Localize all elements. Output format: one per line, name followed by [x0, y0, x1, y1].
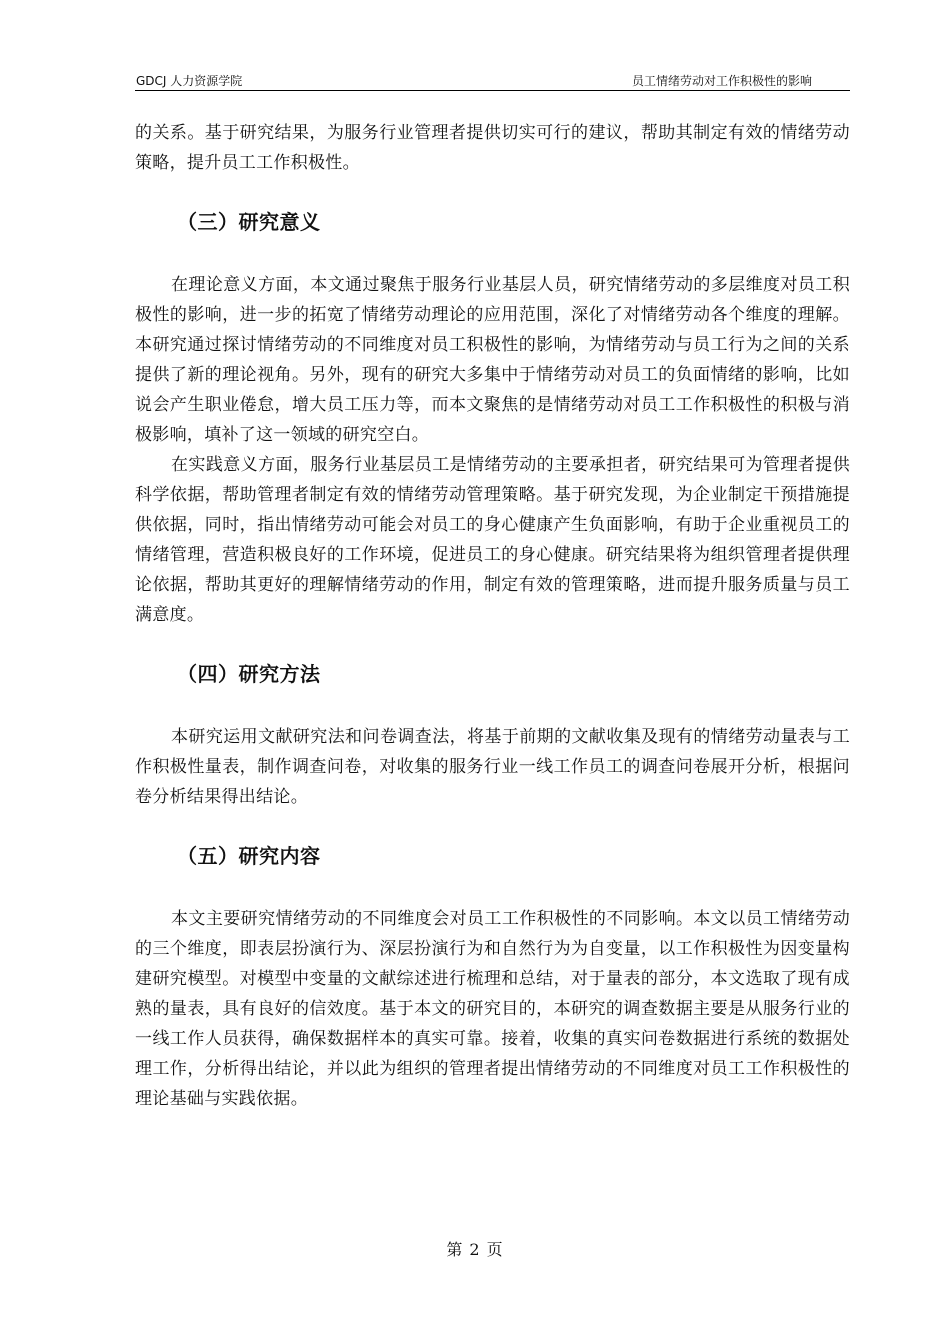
section-heading-research-content: （五）研究内容 [177, 844, 321, 868]
theory-significance-paragraph: 在理论意义方面，本文通过聚焦于服务行业基层人员，研究情绪劳动的多层维度对员工积极性的影响，进一步的拓宽了情绪劳动理论的应用范围，深化了对情绪劳动各个维度的理解。本研究通过探讨情绪劳动的不同维度对员工积极性的影响，为情绪劳动与员工行为之间的关系提供了新的理论视角。另外，现有的研究大多集中于情绪劳动对员工的负面情绪的影响，比如说会产生职业倦怠，增大员工压力等，而本文聚焦的是情绪劳动对员工工作积极性的积极与消极影响，填补了这一领域的研究空白。 [135, 275, 850, 445]
section-heading-research-methods: （四）研究方法 [177, 662, 321, 686]
page-header [135, 72, 850, 91]
section-heading-research-significance: （三）研究意义 [177, 210, 321, 234]
research-content-paragraph: 本文主要研究情绪劳动的不同维度会对员工工作积极性的不同影响。本文以员工情绪劳动的三个维度，即表层扮演行为、深层扮演行为和自然行为为自变量，以工作积极性为因变量构建研究模型。对模型中变量的文献综述进行梳理和总结，对于量表的部分，本文选取了现有成熟的量表，具有良好的信效度。基于本文的研究目的，本研究的调查数据主要是从服务行业的一线工作人员获得，确保数据样本的真实可靠。接着，收集的真实问卷数据进行系统的数据处理工作，分析得出结论，并以此为组织的管理者提出情绪劳动的不同维度对员工工作积极性的理论基础与实践依据。 [135, 909, 850, 1109]
header-document-title: 员工情绪劳动对工作积极性的影响 [631, 74, 812, 88]
header-institution: GDCJ 人力资源学院 [136, 74, 243, 88]
page-number: 第 2 页 [446, 1240, 504, 1259]
practice-significance-paragraph: 在实践意义方面，服务行业基层员工是情绪劳动的主要承担者，研究结果可为管理者提供科学依据，帮助管理者制定有效的情绪劳动管理策略。基于研究发现，为企业制定干预措施提供依据，同时，指出情绪劳动可能会对员工的身心健康产生负面影响，有助于企业重视员工的情绪管理，营造积极良好的工作环境，促进员工的身心健康。研究结果将为组织管理者提供理论依据，帮助其更好的理解情绪劳动的作用，制定有效的管理策略，进而提升服务质量与员工满意度。 [135, 455, 850, 625]
intro-continuation-paragraph: 的关系。基于研究结果，为服务行业管理者提供切实可行的建议，帮助其制定有效的情绪劳动策略，提升员工工作积极性。 [135, 123, 850, 173]
document-body [135, 118, 850, 1114]
research-methods-paragraph: 本研究运用文献研究法和问卷调查法，将基于前期的文献收集及现有的情绪劳动量表与工作积极性量表，制作调查问卷，对收集的服务行业一线工作员工的调查问卷展开分析，根据问卷分析结果得出结论。 [135, 727, 850, 807]
